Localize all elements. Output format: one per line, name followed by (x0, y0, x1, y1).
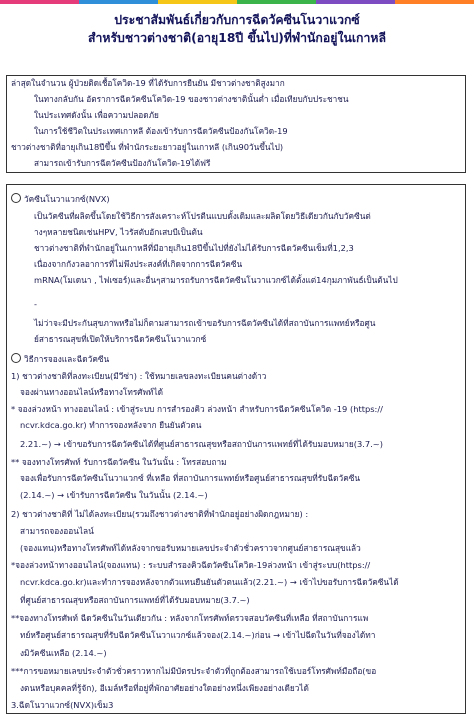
intro-line: สามารถเข้ารับการฉีดวัคซีนป้องกันโควิด-19ได้ฟรี (34, 158, 211, 168)
title-line-1: ประชาสัมพันธ์เกี่ยวกับการฉีดวัคซีนโนวาแวกซ์ (114, 13, 360, 27)
info-line: จองผ่านทางออนไลน์หรือทางโทรศัพท์ได้ (20, 387, 164, 397)
info-line: ไม่ว่าจะมีประกันสุขภาพหรือไม่ก็ตามสามารถเข้าขอรับการฉีดวัคซีนได้ที่สถาบันการแพทย์หรือศูน (34, 318, 376, 328)
page-title (0, 11, 474, 47)
info-line: ncvr.kdca.go.kr)และทำการจองหลังจากตัวแทนยืนยันตัวตนแล้ว(2.21.~) → เข้าไปขอรับการฉีดวัคซีนได้ (20, 577, 399, 587)
info-line: ที่ศูนย์สาธารณสุขหรือสถาบันการแพทย์ที่ได้รับมอบหมาย(3.7.~) (20, 595, 250, 605)
title-line-2: สำหรับชาวต่างชาติ(อายุ18ปี ขึ้นไป)ที่พำนักอยู่ในเกาหลี (87, 31, 387, 45)
vaccine-info-box (6, 184, 466, 714)
bar-segment (0, 0, 79, 4)
info-line: (จองแทน)หรือทางโทรศัพท์ได้หลังจากขอรับหมายเลขประจำตัวชั่วคราวจากศูนย์สาธารณสุขแล้ว (20, 543, 361, 553)
info-line: สามารถจองออนไลน์ (20, 526, 94, 536)
intro-line: ชาวต่างชาติที่อายุเกิน18ปีขึ้น ที่พำนักระยะยาวอยู่ในเกาหลี (เกิน90วันขึ้นไป) (11, 142, 284, 152)
info-line: างๆหลายชนิดเช่นHPV, ไวรัสตับอักเสบบีเป็นต้น (34, 227, 203, 237)
intro-line: ในทางกลับกัน อัตราการฉีดวัคซีนโควิด-19 ของชาวต่างชาตินั้นต่ำ เมื่อเทียบกับประชาชน (34, 94, 349, 104)
info-line: (2.14.~) → เข้ารับการฉีดวัคซีน ในวันนั้น (2.14.~) (20, 490, 208, 500)
top-color-bar (0, 0, 474, 4)
info-line: mRNA(โมเดนา , ไฟเซอร์)และอื่นๆสามารถรับการฉีดวัคซีนโนวาแวกซ์ได้ตั้งแต่14กุมภาพันธ์เป็นต้นไป (34, 275, 398, 285)
info-line: เนื่องจากกังวลอาการที่ไม่พึงประสงค์ที่เกิดจากการฉีดวัคซีน (34, 259, 243, 269)
info-line: 2.21.~) → เข้าขอรับการฉีดวัคซีนได้ที่ศูนย์สาธารณสุขหรือสถาบันการแพทย์ที่ได้รับมอบหมาย(3.7.~) (20, 439, 383, 449)
info-line: ย์สาธารณสุขที่เปิดให้บริการฉีดวัคซีนโนวาแวกซ์ (34, 334, 207, 344)
bar-segment (237, 0, 316, 4)
intro-line: ล่าสุดในจำนวน ผู้ป่วยติดเชื้อโควิด-19 ที่ได้รับการยืนยัน มีชาวต่างชาติสูงมาก (11, 78, 285, 88)
info-line: ** จองทางโทรศัพท์ รับการฉีดวัคซีน ในวันนั้น : โทรสอบถาม (11, 457, 227, 467)
bar-segment (158, 0, 237, 4)
info-line: จองเพื่อรับการฉีดวัคซีนโนวาแวกซ์ ที่เหลือ ที่สถาบันการแพทย์หรือศูนย์สาธารณสุขที่รับฉีดวัคซีน (20, 473, 361, 483)
circle-bullet-icon (11, 353, 21, 363)
info-line: ทย์หรือศูนย์สาธารณสุขที่รับฉีดวัคซีนโนวาแวกซ์แล้วจอง(2.14.~)ก่อน → เข้าไปฉีดในวันที่จองได้ทา (20, 630, 376, 640)
bar-segment (79, 0, 158, 4)
circle-bullet-icon (11, 193, 21, 203)
info-line: **จองทางโทรศัพท์ ฉีดวัคซีนในวันเดียวกัน : หลังจากโทรศัพท์ตรวจสอบวัคซีนที่เหลือ ที่สถาบันการแพ (11, 613, 369, 623)
info-line: * จองล่วงหน้า ทางออนไลน์ : เข้าสู่ระบบ การสำรองคิว ล่วงหน้า สำหรับการฉีดวัคซีนโควิด -19 (https:// (11, 404, 383, 414)
info-line: 2) ชาวต่างชาติที่ ไม่ได้ลงทะเบียน(รวมถึงชาวต่างชาติที่พำนักอยู่อย่างผิดกฎหมาย) : (11, 509, 309, 519)
info-line: งตนหรือบุคคลที่รู้จัก), อีเมล์หรือที่อยู่ที่พักอาศัยอย่างใดอย่างหนึ่งเพียงอย่างเดียวได้ (20, 683, 309, 693)
intro-line: ในการใช้ชีวิตในประเทศเกาหลี ต้องเข้ารับการฉีดวัคซีนป้องกันโควิด-19 (34, 126, 288, 136)
intro-line: ในประเทศดังนั้น เพื่อความปลอดภัย (34, 110, 159, 120)
info-line: เป็นวัคซีนที่ผลิตขึ้นโดยใช้วิธีการสังเคราะห์โปรตีนแบบดั้งเดิมและผลิตโดยวิธีเดียวกันกับวัคซีนต่ (34, 211, 371, 221)
info-line: ชาวต่างชาติที่พำนักอยู่ในเกาหลีที่มีอายุเกิน18ปีขึ้นไปที่ยังไม่ได้รับการฉีดวัคซีนเข็มที่1,2,3 (34, 243, 354, 253)
info-dash: - (34, 299, 37, 309)
info-line: *จองล่วงหน้าทางออนไลน์(จองแทน) : ระบบสำรองคิวฉีดวัคซีนโควิด-19ล่วงหน้า เข้าสู่ระบบ(https:// (11, 560, 371, 570)
info-line: ***การขอหมายเลขประจำตัวชั่วคราวหากไม่มีบัตรประจำตัวที่ถูกต้องสามารถใช้เบอร์โทรศัพท์มือถือ(ขอ (11, 666, 377, 676)
info-line: ncvr.kdca.go.kr) ทำการจองหลังจาก ยืนยันตัวตน (20, 420, 202, 430)
bar-segment (395, 0, 474, 4)
section-heading-booking: วิธีการจองและฉีดวัคซีน (11, 353, 109, 365)
intro-box (6, 75, 466, 173)
info-line: 1) ชาวต่างชาติที่ลงทะเบียน(มีวีซ่า) : ใช้หมายเลขลงทะเบียนคนต่างด้าว (11, 371, 267, 381)
section-heading-nvx: วัคซีนโนวาแวกซ์(NVX) (11, 193, 110, 205)
bar-segment (316, 0, 395, 4)
info-line: งมิวัคซีนเหลือ (2.14.~) (20, 648, 107, 658)
info-line: 3.ฉีดโนวาแวกซ์(NVX)เข็ม3 (11, 700, 114, 710)
